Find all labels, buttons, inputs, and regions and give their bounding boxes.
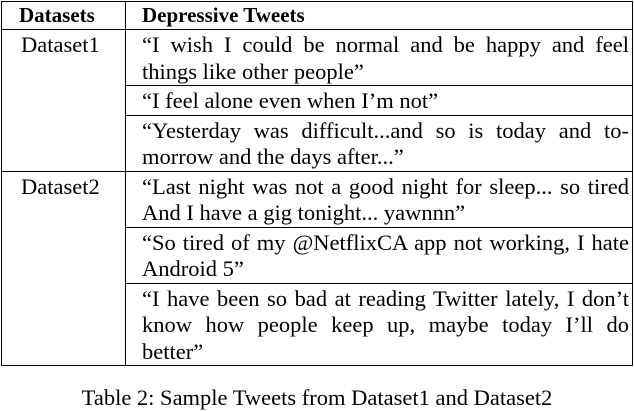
tweets-table-container bbox=[1, 1, 632, 366]
table-row bbox=[2, 30, 633, 86]
table-caption: Table 2: Sample Tweets from Dataset1 and Dataset2 bbox=[81, 385, 553, 410]
table-row bbox=[2, 171, 633, 227]
tweet-cell: “Last night was not a good night for sleep... so tired And I have a gig tonight... yawnnn” bbox=[126, 171, 633, 227]
header-datasets: Datasets bbox=[2, 2, 126, 30]
sample-tweets-table bbox=[1, 1, 633, 366]
table-header-row bbox=[2, 2, 633, 30]
tweet-cell: “I wish I could be normal and be happy and feel things like other people” bbox=[126, 30, 633, 86]
dataset-name-cell: Dataset1 bbox=[2, 30, 126, 172]
dataset-name-cell: Dataset2 bbox=[2, 171, 126, 366]
tweet-cell: “I have been so bad at reading Twitter lately, I don’t know how people keep up, maybe today I’ll do better” bbox=[126, 283, 633, 366]
tweet-cell: “So tired of my @NetflixCA app not working, I hate Android 5” bbox=[126, 227, 633, 283]
tweet-cell: “Yesterday was difficult...and so is today and to-morrow and the days after...” bbox=[126, 115, 633, 171]
tweet-cell: “I feel alone even when I’m not” bbox=[126, 86, 633, 116]
header-depressive-tweets: Depressive Tweets bbox=[126, 2, 633, 30]
